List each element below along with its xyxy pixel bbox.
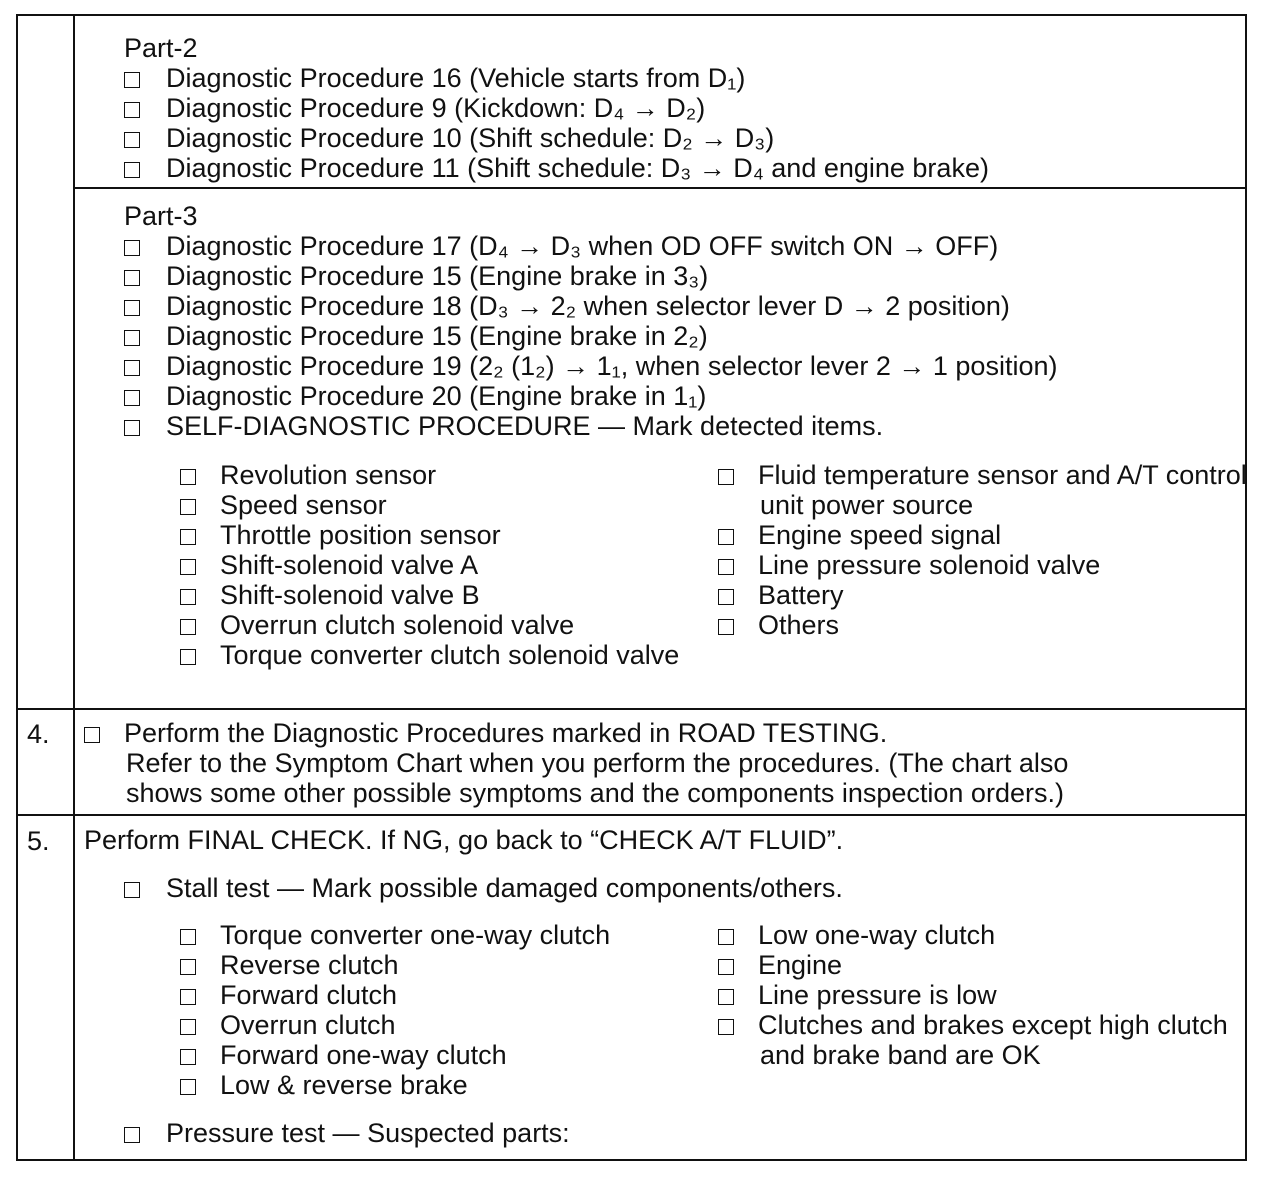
checkbox[interactable] [180,619,196,635]
stall-item[interactable]: Reverse clutch [180,950,690,980]
checklist-item[interactable]: Diagnostic Procedure 15 (Engine brake in 2₂) [124,321,1057,351]
checklist-item[interactable]: Perform the Diagnostic Procedures marked in ROAD TESTING. [84,718,1068,748]
checkbox[interactable] [180,649,196,665]
self-diag-item[interactable]: Overrun clutch solenoid valve [180,610,670,640]
self-diag-item[interactable]: Torque converter clutch solenoid valve [180,640,692,670]
checkbox[interactable] [718,559,734,575]
stall-item[interactable]: Clutches and brakes except high clutch and brake band are OK [718,1010,1230,1070]
checklist-table [16,14,1247,1161]
checkbox[interactable] [180,499,196,515]
self-diag-item[interactable]: Revolution sensor [180,460,670,490]
checkbox[interactable] [718,929,734,945]
checkbox[interactable] [180,529,196,545]
self-diag-item[interactable]: Line pressure solenoid valve [718,550,1228,580]
row-divider [18,708,1245,710]
stall-right-list [718,920,1228,1070]
checkbox[interactable] [124,270,140,286]
checkbox[interactable] [124,300,140,316]
checklist-item[interactable]: Diagnostic Procedure 17 (D₄ → D₃ when OD OFF switch ON → OFF) [124,231,1057,261]
checkbox[interactable] [124,360,140,376]
self-diag-item[interactable]: Speed sensor [180,490,670,520]
row-divider [18,814,1245,816]
checklist-item[interactable]: Diagnostic Procedure 20 (Engine brake in 1₁) [124,381,1057,411]
step-4-note: shows some other possible symptoms and the components inspection orders.) [126,778,1064,808]
step-5-intro: Perform FINAL CHECK. If NG, go back to “CHECK A/T FLUID”. [84,825,844,855]
step-4-note: Refer to the Symptom Chart when you perform the procedures. (The chart also [126,748,1069,778]
checkbox[interactable] [718,589,734,605]
checkbox[interactable] [124,132,140,148]
checkbox[interactable] [180,1049,196,1065]
self-diag-item[interactable]: Battery [718,580,1228,610]
checklist-item[interactable]: Diagnostic Procedure 10 (Shift schedule: D₂ → D₃) [124,123,989,153]
step-number-column [18,16,75,1159]
self-diag-right-list [718,460,1247,640]
checklist-item[interactable]: Diagnostic Procedure 11 (Shift schedule: D₃ → D₄ and engine brake) [124,153,989,183]
checkbox[interactable] [180,559,196,575]
checkbox[interactable] [124,102,140,118]
part-3-section [124,201,1057,441]
checklist-item[interactable]: Diagnostic Procedure 18 (D₃ → 2₂ when selector lever D → 2 position) [124,291,1057,321]
self-diag-left-list [180,460,680,670]
step-number: 5. [27,826,50,856]
checklist-item[interactable]: SELF-DIAGNOSTIC PROCEDURE — Mark detected items. [124,411,1057,441]
checkbox[interactable] [718,959,734,975]
stall-item[interactable]: Low one-way clutch [718,920,1228,950]
checkbox[interactable] [718,529,734,545]
checkbox[interactable] [124,390,140,406]
stall-item[interactable]: Engine [718,950,1228,980]
stall-item[interactable]: Forward clutch [180,980,690,1010]
stall-item[interactable]: Line pressure is low [718,980,1228,1010]
checkbox[interactable] [124,240,140,256]
checkbox[interactable] [180,589,196,605]
stall-item[interactable]: Torque converter one-way clutch [180,920,690,950]
step-4-content [84,718,1068,808]
self-diag-item[interactable]: Others [718,610,1228,640]
self-diag-item[interactable]: Throttle position sensor [180,520,670,550]
self-diag-item[interactable]: Engine speed signal [718,520,1228,550]
checkbox[interactable] [718,469,734,485]
stall-item[interactable]: Overrun clutch [180,1010,690,1040]
checkbox[interactable] [718,1019,734,1035]
part-2-title: Part-2 [124,33,198,63]
checkbox[interactable] [180,959,196,975]
self-diag-item[interactable]: Shift-solenoid valve B [180,580,670,610]
checkbox[interactable] [84,727,100,743]
checklist-item[interactable]: Diagnostic Procedure 16 (Vehicle starts from D₁) [124,63,989,93]
part-2-section [124,33,989,183]
row-divider [75,187,1245,189]
checkbox[interactable] [124,330,140,346]
checkbox[interactable] [180,929,196,945]
stall-left-list [180,920,690,1100]
checklist-item[interactable]: Diagnostic Procedure 9 (Kickdown: D₄ → D₂) [124,93,989,123]
checkbox[interactable] [718,989,734,1005]
checkbox[interactable] [180,989,196,1005]
checkbox[interactable] [718,619,734,635]
checkbox[interactable] [180,1079,196,1095]
checkbox[interactable] [180,1019,196,1035]
stall-item[interactable]: Low & reverse brake [180,1070,690,1100]
pressure-test-item[interactable]: Pressure test — Suspected parts: [124,1118,570,1148]
checklist-item[interactable]: Diagnostic Procedure 15 (Engine brake in 3₃) [124,261,1057,291]
checkbox[interactable] [124,1127,140,1143]
stall-test-item[interactable]: Stall test — Mark possible damaged components/others. [124,873,843,903]
checkbox[interactable] [180,469,196,485]
checkbox[interactable] [124,72,140,88]
checkbox[interactable] [124,420,140,436]
checkbox[interactable] [124,162,140,178]
checkbox[interactable] [124,882,140,898]
checklist-item[interactable]: Diagnostic Procedure 19 (2₂ (1₂) → 1₁, when selector lever 2 → 1 position) [124,351,1057,381]
stall-item[interactable]: Forward one-way clutch [180,1040,690,1070]
self-diag-item[interactable]: Fluid temperature sensor and A/T control unit power source [718,460,1260,520]
self-diag-item[interactable]: Shift-solenoid valve A [180,550,670,580]
step-number: 4. [27,719,50,749]
part-3-title: Part-3 [124,201,198,231]
